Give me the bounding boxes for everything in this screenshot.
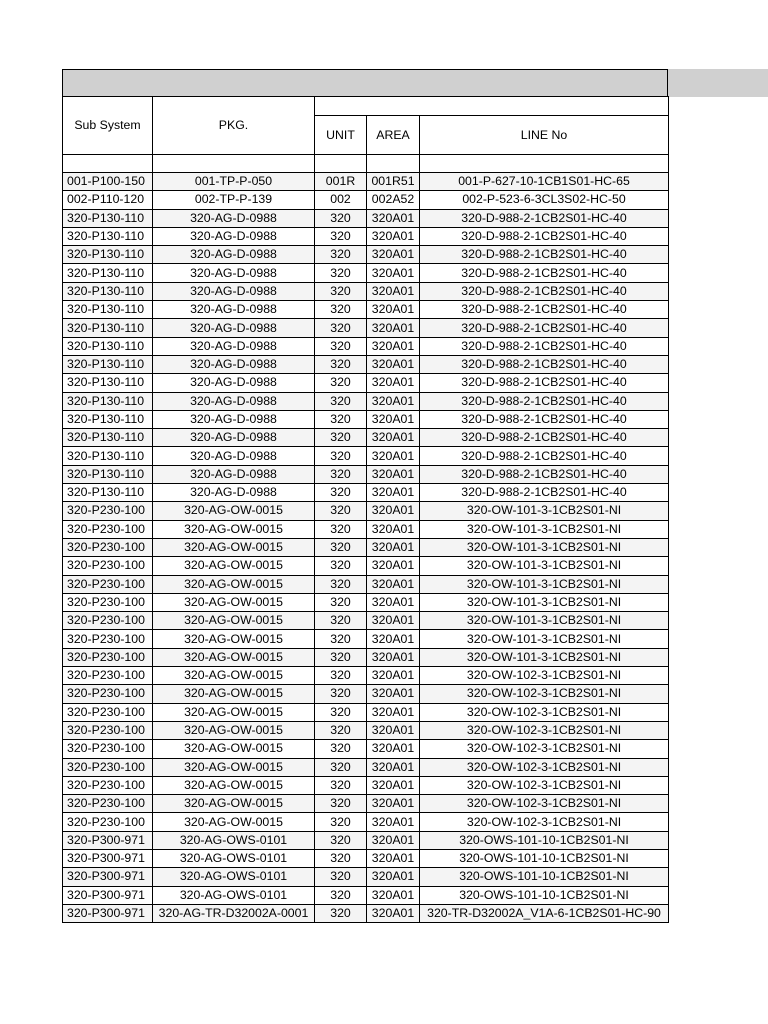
line-no-cell: 320-OW-102-3-1CB2S01-NI: [420, 667, 669, 685]
line-no-cell: 320-OW-101-3-1CB2S01-NI: [420, 630, 669, 648]
pkg-cell: 320-AG-OWS-0101: [153, 831, 315, 849]
pkg-cell: 320-AG-OW-0015: [153, 520, 315, 538]
area-cell: 320A01: [367, 703, 420, 721]
pkg-cell: 320-AG-D-0988: [153, 282, 315, 300]
unit-cell: 320: [315, 264, 367, 282]
line-no-cell: 320-D-988-2-1CB2S01-HC-40: [420, 282, 669, 300]
sub-system-cell: 320-P230-100: [63, 648, 153, 666]
unit-cell: 320: [315, 630, 367, 648]
unit-cell: 320: [315, 337, 367, 355]
pkg-cell: 320-AG-OW-0015: [153, 575, 315, 593]
pkg-cell: 320-AG-OW-0015: [153, 667, 315, 685]
table-row: [63, 191, 669, 209]
line-no-cell: 320-OW-101-3-1CB2S01-NI: [420, 575, 669, 593]
line-no-cell: 320-TR-D32002A_V1A-6-1CB2S01-HC-90: [420, 904, 669, 922]
area-cell: 320A01: [367, 264, 420, 282]
unit-cell: 320: [315, 484, 367, 502]
table-row: [63, 264, 669, 282]
unit-cell: 320: [315, 520, 367, 538]
table-row: [63, 392, 669, 410]
table-row: [63, 868, 669, 886]
unit-cell: 320: [315, 374, 367, 392]
area-cell: 320A01: [367, 612, 420, 630]
line-no-cell: 320-OWS-101-10-1CB2S01-NI: [420, 849, 669, 867]
line-no-cell: 320-OW-101-3-1CB2S01-NI: [420, 612, 669, 630]
sub-system-cell: 320-P130-110: [63, 246, 153, 264]
sub-system-cell: 320-P300-971: [63, 849, 153, 867]
area-cell: 320A01: [367, 282, 420, 300]
pkg-cell: 320-AG-D-0988: [153, 246, 315, 264]
sub-system-cell: 320-P230-100: [63, 721, 153, 739]
pkg-cell: 320-AG-OW-0015: [153, 740, 315, 758]
area-cell: 320A01: [367, 776, 420, 794]
area-cell: 320A01: [367, 301, 420, 319]
pkg-cell: 320-AG-OW-0015: [153, 685, 315, 703]
table-row: [63, 740, 669, 758]
pkg-cell: 320-AG-D-0988: [153, 319, 315, 337]
header-row-top: [63, 97, 669, 116]
pkg-cell: 320-AG-D-0988: [153, 410, 315, 428]
pkg-cell: 320-AG-D-0988: [153, 484, 315, 502]
table-row: [63, 612, 669, 630]
line-no-cell: 320-D-988-2-1CB2S01-HC-40: [420, 429, 669, 447]
line-no-cell: 320-OWS-101-10-1CB2S01-NI: [420, 831, 669, 849]
line-no-cell: 320-D-988-2-1CB2S01-HC-40: [420, 355, 669, 373]
sub-system-cell: 320-P230-100: [63, 502, 153, 520]
unit-cell: 320: [315, 813, 367, 831]
unit-cell: 320: [315, 410, 367, 428]
pkg-cell: 320-AG-OW-0015: [153, 776, 315, 794]
unit-cell: 320: [315, 465, 367, 483]
area-cell: 320A01: [367, 886, 420, 904]
line-no-cell: 320-D-988-2-1CB2S01-HC-40: [420, 227, 669, 245]
area-cell: 320A01: [367, 465, 420, 483]
table-row: [63, 703, 669, 721]
line-no-cell: 001-P-627-10-1CB1S01-HC-65: [420, 173, 669, 191]
header-line-no: LINE No: [420, 116, 669, 155]
table-row: [63, 319, 669, 337]
unit-cell: 320: [315, 301, 367, 319]
line-no-cell: 320-D-988-2-1CB2S01-HC-40: [420, 465, 669, 483]
line-no-cell: 320-OWS-101-10-1CB2S01-NI: [420, 886, 669, 904]
table-row: [63, 374, 669, 392]
table-row: [63, 630, 669, 648]
unit-cell: 002: [315, 191, 367, 209]
area-cell: 320A01: [367, 685, 420, 703]
table-row: [63, 758, 669, 776]
line-no-cell: 320-OW-102-3-1CB2S01-NI: [420, 813, 669, 831]
table-row: [63, 355, 669, 373]
pkg-cell: 320-AG-OW-0015: [153, 721, 315, 739]
area-cell: 001R51: [367, 173, 420, 191]
unit-cell: 320: [315, 648, 367, 666]
table-row: [63, 648, 669, 666]
header-sub-system: Sub System: [63, 97, 153, 155]
line-no-cell: 320-D-988-2-1CB2S01-HC-40: [420, 246, 669, 264]
pkg-cell: 320-AG-OW-0015: [153, 612, 315, 630]
unit-cell: 320: [315, 557, 367, 575]
table-row: [63, 904, 669, 922]
table-row: [63, 465, 669, 483]
area-cell: 320A01: [367, 575, 420, 593]
line-no-cell: 320-D-988-2-1CB2S01-HC-40: [420, 410, 669, 428]
sub-system-cell: 320-P130-110: [63, 447, 153, 465]
unit-cell: 320: [315, 740, 367, 758]
area-cell: 320A01: [367, 868, 420, 886]
pkg-cell: 001-TP-P-050: [153, 173, 315, 191]
sub-system-cell: 320-P300-971: [63, 886, 153, 904]
sub-system-cell: 320-P230-100: [63, 667, 153, 685]
sub-system-cell: 320-P230-100: [63, 813, 153, 831]
unit-cell: 320: [315, 575, 367, 593]
table-row: [63, 593, 669, 611]
table-row: [63, 447, 669, 465]
sub-system-cell: 320-P230-100: [63, 575, 153, 593]
table-row: [63, 484, 669, 502]
pkg-cell: 320-AG-D-0988: [153, 337, 315, 355]
title-bar: [62, 69, 668, 96]
area-cell: 320A01: [367, 227, 420, 245]
area-cell: 320A01: [367, 904, 420, 922]
unit-cell: 320: [315, 612, 367, 630]
table-row: [63, 173, 669, 191]
pkg-cell: 320-AG-OW-0015: [153, 538, 315, 556]
table-row: [63, 685, 669, 703]
spacer-row: [63, 155, 669, 173]
area-cell: 002A52: [367, 191, 420, 209]
table-row: [63, 667, 669, 685]
pkg-cell: 320-AG-D-0988: [153, 355, 315, 373]
pkg-cell: 320-AG-OW-0015: [153, 795, 315, 813]
unit-cell: 320: [315, 795, 367, 813]
sub-system-cell: 320-P130-110: [63, 374, 153, 392]
area-cell: 320A01: [367, 355, 420, 373]
pkg-cell: 320-AG-OWS-0101: [153, 868, 315, 886]
sub-system-cell: 320-P130-110: [63, 465, 153, 483]
area-cell: 320A01: [367, 630, 420, 648]
line-no-cell: 320-OW-102-3-1CB2S01-NI: [420, 703, 669, 721]
unit-cell: 320: [315, 685, 367, 703]
sub-system-cell: 320-P130-110: [63, 301, 153, 319]
sub-system-cell: 320-P230-100: [63, 593, 153, 611]
header-pkg: PKG.: [153, 97, 315, 155]
unit-cell: 320: [315, 758, 367, 776]
header-unit: UNIT: [315, 116, 367, 155]
unit-cell: 320: [315, 227, 367, 245]
area-cell: 320A01: [367, 593, 420, 611]
unit-cell: 320: [315, 538, 367, 556]
sub-system-cell: 320-P130-110: [63, 319, 153, 337]
area-cell: 320A01: [367, 795, 420, 813]
sub-system-cell: 001-P100-150: [63, 173, 153, 191]
table-row: [63, 795, 669, 813]
table-row: [63, 849, 669, 867]
unit-cell: 320: [315, 667, 367, 685]
pkg-cell: 320-AG-OW-0015: [153, 813, 315, 831]
sub-system-cell: 320-P130-110: [63, 264, 153, 282]
pkg-cell: 002-TP-P-139: [153, 191, 315, 209]
pkg-cell: 320-AG-OW-0015: [153, 502, 315, 520]
unit-cell: 320: [315, 502, 367, 520]
header-group-cell: [315, 97, 669, 116]
pkg-cell: 320-AG-D-0988: [153, 374, 315, 392]
pkg-cell: 320-AG-D-0988: [153, 429, 315, 447]
area-cell: 320A01: [367, 538, 420, 556]
sub-system-cell: 320-P300-971: [63, 868, 153, 886]
sub-system-cell: 320-P130-110: [63, 337, 153, 355]
table-row: [63, 410, 669, 428]
line-no-cell: 320-OW-102-3-1CB2S01-NI: [420, 740, 669, 758]
unit-cell: 320: [315, 776, 367, 794]
line-list-table: [62, 96, 669, 923]
line-no-cell: 320-OW-101-3-1CB2S01-NI: [420, 593, 669, 611]
unit-cell: 320: [315, 868, 367, 886]
sub-system-cell: 320-P130-110: [63, 209, 153, 227]
pkg-cell: 320-AG-OW-0015: [153, 648, 315, 666]
area-cell: 320A01: [367, 502, 420, 520]
sub-system-cell: 320-P230-100: [63, 538, 153, 556]
pkg-cell: 320-AG-D-0988: [153, 209, 315, 227]
line-no-cell: 320-D-988-2-1CB2S01-HC-40: [420, 484, 669, 502]
sub-system-cell: 320-P230-100: [63, 630, 153, 648]
table-row: [63, 813, 669, 831]
area-cell: 320A01: [367, 209, 420, 227]
line-no-cell: 320-OW-101-3-1CB2S01-NI: [420, 648, 669, 666]
area-cell: 320A01: [367, 648, 420, 666]
unit-cell: 320: [315, 355, 367, 373]
sub-system-cell: 320-P130-110: [63, 429, 153, 447]
pkg-cell: 320-AG-OWS-0101: [153, 849, 315, 867]
unit-cell: 320: [315, 282, 367, 300]
sub-system-cell: 320-P230-100: [63, 612, 153, 630]
area-cell: 320A01: [367, 319, 420, 337]
table-row: [63, 209, 669, 227]
pkg-cell: 320-AG-D-0988: [153, 447, 315, 465]
pkg-cell: 320-AG-OW-0015: [153, 557, 315, 575]
line-no-cell: 320-D-988-2-1CB2S01-HC-40: [420, 447, 669, 465]
unit-cell: 320: [315, 703, 367, 721]
pkg-cell: 320-AG-D-0988: [153, 301, 315, 319]
pkg-cell: 320-AG-D-0988: [153, 264, 315, 282]
gray-strip: [668, 69, 768, 97]
header-area: AREA: [367, 116, 420, 155]
table-row: [63, 227, 669, 245]
table-row: [63, 776, 669, 794]
table-row: [63, 429, 669, 447]
line-no-cell: 320-OW-101-3-1CB2S01-NI: [420, 502, 669, 520]
unit-cell: 320: [315, 246, 367, 264]
area-cell: 320A01: [367, 849, 420, 867]
area-cell: 320A01: [367, 246, 420, 264]
unit-cell: 320: [315, 209, 367, 227]
unit-cell: 320: [315, 319, 367, 337]
unit-cell: 320: [315, 593, 367, 611]
table-row: [63, 721, 669, 739]
area-cell: 320A01: [367, 447, 420, 465]
line-no-cell: 320-D-988-2-1CB2S01-HC-40: [420, 337, 669, 355]
sub-system-cell: 320-P230-100: [63, 795, 153, 813]
sub-system-cell: 320-P230-100: [63, 557, 153, 575]
pkg-cell: 320-AG-OW-0015: [153, 593, 315, 611]
pkg-cell: 320-AG-OW-0015: [153, 703, 315, 721]
sub-system-cell: 320-P230-100: [63, 758, 153, 776]
area-cell: 320A01: [367, 410, 420, 428]
pkg-cell: 320-AG-OW-0015: [153, 758, 315, 776]
sub-system-cell: 320-P230-100: [63, 685, 153, 703]
area-cell: 320A01: [367, 831, 420, 849]
table-row: [63, 502, 669, 520]
unit-cell: 320: [315, 429, 367, 447]
line-no-cell: 320-OW-101-3-1CB2S01-NI: [420, 538, 669, 556]
area-cell: 320A01: [367, 392, 420, 410]
area-cell: 320A01: [367, 484, 420, 502]
table-row: [63, 538, 669, 556]
table-row: [63, 337, 669, 355]
sub-system-cell: 320-P130-110: [63, 392, 153, 410]
pkg-cell: 320-AG-D-0988: [153, 392, 315, 410]
table-row: [63, 575, 669, 593]
area-cell: 320A01: [367, 557, 420, 575]
pkg-cell: 320-AG-D-0988: [153, 465, 315, 483]
line-no-cell: 320-D-988-2-1CB2S01-HC-40: [420, 392, 669, 410]
line-no-cell: 320-OW-102-3-1CB2S01-NI: [420, 721, 669, 739]
pkg-cell: 320-AG-TR-D32002A-0001: [153, 904, 315, 922]
spreadsheet: [62, 69, 668, 923]
unit-cell: 320: [315, 886, 367, 904]
area-cell: 320A01: [367, 813, 420, 831]
unit-cell: 320: [315, 447, 367, 465]
line-no-cell: 320-D-988-2-1CB2S01-HC-40: [420, 209, 669, 227]
unit-cell: 320: [315, 721, 367, 739]
sub-system-cell: 320-P130-110: [63, 227, 153, 245]
table-row: [63, 282, 669, 300]
unit-cell: 320: [315, 392, 367, 410]
table-row: [63, 520, 669, 538]
area-cell: 320A01: [367, 721, 420, 739]
unit-cell: 320: [315, 831, 367, 849]
sub-system-cell: 320-P300-971: [63, 904, 153, 922]
unit-cell: 001R: [315, 173, 367, 191]
unit-cell: 320: [315, 904, 367, 922]
sub-system-cell: 320-P230-100: [63, 520, 153, 538]
line-no-cell: 320-OW-101-3-1CB2S01-NI: [420, 557, 669, 575]
sub-system-cell: 320-P230-100: [63, 740, 153, 758]
line-no-cell: 002-P-523-6-3CL3S02-HC-50: [420, 191, 669, 209]
area-cell: 320A01: [367, 520, 420, 538]
sub-system-cell: 320-P130-110: [63, 410, 153, 428]
area-cell: 320A01: [367, 667, 420, 685]
area-cell: 320A01: [367, 429, 420, 447]
line-no-cell: 320-D-988-2-1CB2S01-HC-40: [420, 319, 669, 337]
line-no-cell: 320-OW-102-3-1CB2S01-NI: [420, 758, 669, 776]
pkg-cell: 320-AG-OWS-0101: [153, 886, 315, 904]
table-row: [63, 301, 669, 319]
line-no-cell: 320-OW-101-3-1CB2S01-NI: [420, 520, 669, 538]
sub-system-cell: 320-P130-110: [63, 282, 153, 300]
line-no-cell: 320-D-988-2-1CB2S01-HC-40: [420, 264, 669, 282]
area-cell: 320A01: [367, 374, 420, 392]
area-cell: 320A01: [367, 758, 420, 776]
line-no-cell: 320-OW-102-3-1CB2S01-NI: [420, 776, 669, 794]
line-no-cell: 320-OW-102-3-1CB2S01-NI: [420, 685, 669, 703]
area-cell: 320A01: [367, 337, 420, 355]
pkg-cell: 320-AG-OW-0015: [153, 630, 315, 648]
table-row: [63, 831, 669, 849]
sub-system-cell: 320-P300-971: [63, 831, 153, 849]
line-no-cell: 320-D-988-2-1CB2S01-HC-40: [420, 374, 669, 392]
sub-system-cell: 320-P230-100: [63, 703, 153, 721]
area-cell: 320A01: [367, 740, 420, 758]
table-row: [63, 246, 669, 264]
pkg-cell: 320-AG-D-0988: [153, 227, 315, 245]
sub-system-cell: 320-P130-110: [63, 484, 153, 502]
table-row: [63, 557, 669, 575]
sub-system-cell: 002-P110-120: [63, 191, 153, 209]
unit-cell: 320: [315, 849, 367, 867]
line-no-cell: 320-OWS-101-10-1CB2S01-NI: [420, 868, 669, 886]
line-no-cell: 320-OW-102-3-1CB2S01-NI: [420, 795, 669, 813]
line-no-cell: 320-D-988-2-1CB2S01-HC-40: [420, 301, 669, 319]
table-row: [63, 886, 669, 904]
sub-system-cell: 320-P130-110: [63, 355, 153, 373]
sub-system-cell: 320-P230-100: [63, 776, 153, 794]
